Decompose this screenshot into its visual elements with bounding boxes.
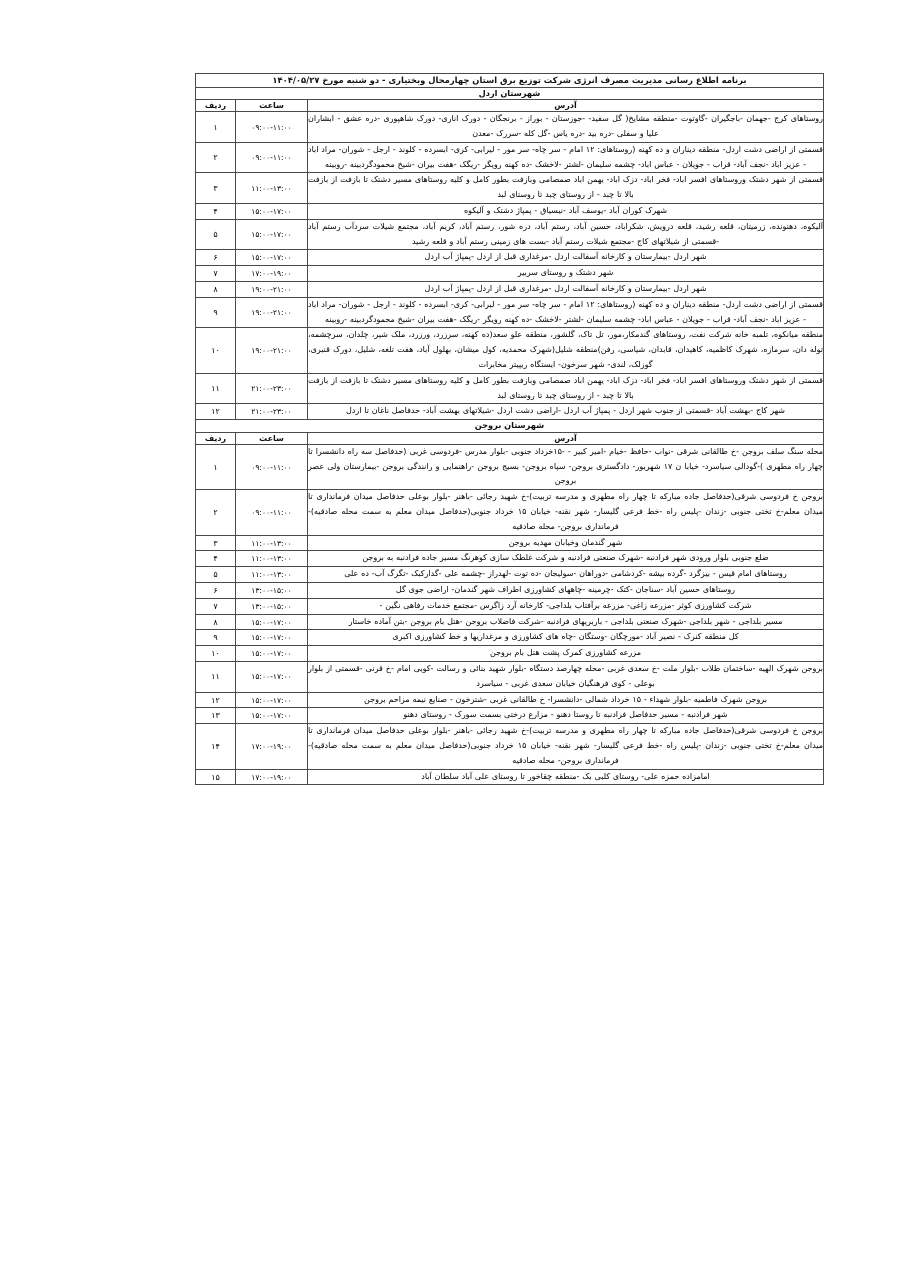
- cell-time: ۲۱:۰۰-۲۳:۰۰: [236, 373, 308, 404]
- cell-time: ۱۹:۰۰-۲۱:۰۰: [236, 282, 308, 298]
- cell-address: مزرعه کشاورزی کمرک پشت هتل بام بروجن: [308, 646, 824, 662]
- cell-address: بروجن خ فردوسی شرقی(حدفاصل جاده مبارکه تا چهار راه مطهری و مدرسه تربیت)-خ شهید رجائی -باهنر -بلوار بوعلی حدفاصل میدان فرمانداری تا میدان معلم-خ تختی جنوبی -زندان -پلیس راه -خط فرعی گلیسار- شهر نقنه- خیابان ۱۵ خرداد جنوبی(حدفاصل میدان معلم به سمت محله صادقیه)- فرمانداری بروجن- محله صادقیه: [308, 490, 824, 535]
- cell-time: ۰۹:۰۰-۱۱:۰۰: [236, 490, 308, 535]
- column-header-index: ردیف: [195, 100, 235, 112]
- cell-address: شرکت کشاورزی کوثر -مزرعه زاغی- مزرعه برآفتاب بلداجی- کارخانه آرد زاگرس -مجتمع خدمات رفاهی نگین -: [308, 598, 824, 614]
- cell-index: ۷: [195, 598, 235, 614]
- cell-index: ۱۲: [195, 692, 235, 708]
- cell-address: قسمتی از اراضی دشت اردل- منطقه دیناران و ده کهنه (روستاهای: ۱۲ امام - سر چاه- سر مور - لیرابی- کری- ابسرده - کلوند - ارجل - شوران- مراد اباد - عزیز اباد -نجف آباد- قراب - جویلان - عباس اباد- چشمه سلیمان -لشتر -لاخشک -ده کهنه رویگر -ریگک -هفت بیران -شیخ محمودگردبینه -روبینه: [308, 142, 824, 173]
- cell-time: ۱۱:۰۰-۱۳:۰۰: [236, 551, 308, 567]
- section-header-row-boroujen: [195, 420, 823, 432]
- column-header-time: ساعت: [236, 100, 308, 112]
- cell-index: ۳: [195, 535, 235, 551]
- cell-address: قسمتی از اراضی دشت اردل- منطقه دیناران و ده کهنه (روستاهای: ۱۲ امام - سر چاه- سر مور - لیرابی- کری- ابسرده - کلوند - ارجل - شوران- مراد اباد - عزیز اباد -نجف آباد- قراب - جویلان - عباس اباد- چشمه سلیمان -لشتر -لاخشک -ده کهنه رویگر -ریگک -هفت بیران -شیخ محمودگردبینه -روبینه: [308, 297, 824, 328]
- cell-time: ۱۵:۰۰-۱۷:۰۰: [236, 708, 308, 724]
- cell-time: ۱۳:۰۰-۱۵:۰۰: [236, 598, 308, 614]
- cell-index: ۱۴: [195, 724, 235, 769]
- cell-time: ۱۱:۰۰-۱۳:۰۰: [236, 173, 308, 204]
- cell-time: ۰۹:۰۰-۱۱:۰۰: [236, 142, 308, 173]
- table-row: [195, 219, 823, 250]
- document-title-row: [195, 74, 823, 88]
- table-row: [195, 646, 823, 662]
- cell-time: ۱۹:۰۰-۲۱:۰۰: [236, 297, 308, 328]
- cell-address: شهر اردل -بیمارستان و کارخانه آسفالت اردل -مرغداری قبل از اردل -پمپاژ آب اردل: [308, 250, 824, 266]
- table-row: [195, 142, 823, 173]
- cell-time: ۱۹:۰۰-۲۱:۰۰: [236, 328, 308, 373]
- section-header-row-ardal: [195, 87, 823, 99]
- section-title-boroujen: شهرستان بروجن: [195, 420, 823, 432]
- outage-schedule-table: [195, 73, 824, 785]
- cell-index: ۱: [195, 112, 235, 143]
- table-row: [195, 708, 823, 724]
- cell-time: ۱۵:۰۰-۱۷:۰۰: [236, 204, 308, 220]
- cell-index: ۱۱: [195, 662, 235, 693]
- cell-time: ۱۵:۰۰-۱۷:۰۰: [236, 250, 308, 266]
- cell-address: آلیکوه، دهنونده، زرمیتان، قلعه رشید، قلعه درویش، شکراباد، حسین آباد، رستم آباد، دره شور، رستم آباد، کریم آباد، مجتمع شیلات سردآب رستم آباد -قسمتی از شیلاتهای کاج -مجتمع شیلات رستم آباد -بست های زمینی رستم آباد و قلعه رشید: [308, 219, 824, 250]
- cell-index: ۴: [195, 551, 235, 567]
- table-row: [195, 490, 823, 535]
- cell-address: قسمتی از شهر دشتک وروستاهای افسر اباد- فخر اباد- دزک اباد- یهمن اباد صمصامی وبازفت بطور کامل و کلیه روستاهای مسیر دشتک تا بازفت از بازفت بالا تا چبد - از روستای چبد تا روستای لبد: [308, 173, 824, 204]
- cell-index: ۱۳: [195, 708, 235, 724]
- cell-address: روستاهای امام قیس - بیزگرد -گرده بیشه -کردشامی -دوراهان -سولیجان -ده توت -لهدراز -چشمه علی -گدارکبک -تگرگ آب- ده علی: [308, 567, 824, 583]
- cell-address: شهر دشتک و روستای سربیر: [308, 266, 824, 282]
- table-row: [195, 173, 823, 204]
- cell-address: محله سنگ سلف بروجن -خ طالقانی شرقی -نواب -حافظ -خیام -امیر کبیر - -۱۵خرداد جنوبی -بلوار مدرس -فردوسی غربی (حدفاصل سه راه دانشسرا تا چهار راه مطهری )-گودالی سیاسرد- خیابا ن ۱۷ شهریور- دادگستری بروجن- سپاه بروجن- بسیج بروجن -راهنمایی و رانندگی بروجن -بیمارستان ولی عصر بروجن: [308, 444, 824, 489]
- cell-time: ۱۵:۰۰-۱۷:۰۰: [236, 219, 308, 250]
- cell-address: منطقه میانکوه، تلمبه خانه شرکت نفت، روستاهای گندمکار،مور، تل تاک، گلشور، منطقه علو سعد(ده کهنه، سرزرد، ورزرد، ملک شیر، چلدان، سرچشمه، توله دان، سرمازه، شهرک کاظمیه، کاهیدان، قابدان، شیاسی، رفن)منطقه شلیل(شهرک محمدیه، کول میشان، بهلول آباد، هفت تلغه، شلیل، دورک قنبری، گوزلک، لندی- شهر سرخون- ایستگاه ریپیتر مخابرات: [308, 328, 824, 373]
- cell-time: ۱۳:۰۰-۱۵:۰۰: [236, 583, 308, 599]
- cell-address: شهر فرادنبه - مسیر حدفاصل فرادنبه تا روستا دهنو - مزارع درختی بسمت سورک - روستای دهنو: [308, 708, 824, 724]
- section-title-ardal: شهرستان اردل: [195, 87, 823, 99]
- cell-index: ۶: [195, 250, 235, 266]
- table-row: [195, 567, 823, 583]
- cell-address: روستاهای کرج -جهمان -باجگیران -گاوتوت -منطقه مشایخ( گل سفید- -جوزستان - بوراز - برنجگان - دورک اناری- دورک شاهپوری -دره عشق - ابشاران علیا و سفلی -دره بید -دره یاس -گل کله -سررک -معدن: [308, 112, 824, 143]
- outage-schedule-sheet: [196, 73, 824, 785]
- table-row: [195, 373, 823, 404]
- table-row: [195, 328, 823, 373]
- cell-index: ۱۱: [195, 373, 235, 404]
- cell-index: ۸: [195, 282, 235, 298]
- cell-address: ضلع جنوبی بلوار ورودی شهر فرادنبه -شهرک صنعتی فرادنبه و شرکت غلطک سازی کوهرنگ مسیر جاده فرادنبه به بروجن: [308, 551, 824, 567]
- table-row: [195, 297, 823, 328]
- column-header-time: ساعت: [236, 432, 308, 444]
- cell-address: شهر گندمان وخیابان مهدیه بروجن: [308, 535, 824, 551]
- cell-index: ۱۵: [195, 769, 235, 785]
- column-header-row-boroujen: [195, 432, 823, 444]
- table-row: [195, 630, 823, 646]
- cell-time: ۱۷:۰۰-۱۹:۰۰: [236, 266, 308, 282]
- cell-index: ۳: [195, 173, 235, 204]
- cell-index: ۴: [195, 204, 235, 220]
- table-row: [195, 662, 823, 693]
- cell-time: ۱۵:۰۰-۱۷:۰۰: [236, 614, 308, 630]
- table-row: [195, 112, 823, 143]
- cell-address: کل منطقه کنرک - نصیر آباد -مورچگان -وستگان -چاه های کشاورزی و مرغداریها و خط کشاورزی اکبری: [308, 630, 824, 646]
- cell-time: ۱۷:۰۰-۱۹:۰۰: [236, 769, 308, 785]
- table-row: [195, 266, 823, 282]
- cell-address: روستاهای حسین آباد -سناجان -کتک -چرمینه -چاههای کشاورزی اطراف شهر گندمان- اراضی جوی گل: [308, 583, 824, 599]
- table-row: [195, 614, 823, 630]
- cell-index: ۶: [195, 583, 235, 599]
- page-title: برنامه اطلاع رسانی مدیریت مصرف انرژی شرکت توزیع برق استان چهارمحال وبختیاری - دو شنبه مورخ ۱۴۰۴/۰۵/۲۷: [195, 74, 823, 88]
- cell-index: ۹: [195, 630, 235, 646]
- cell-index: ۷: [195, 266, 235, 282]
- cell-index: ۱: [195, 444, 235, 489]
- cell-time: ۱۱:۰۰-۱۳:۰۰: [236, 535, 308, 551]
- cell-address: شهر اردل -بیمارستان و کارخانه آسفالت اردل -مرغداری قبل از اردل -پمپاژ آب اردل: [308, 282, 824, 298]
- cell-index: ۸: [195, 614, 235, 630]
- column-header-row-ardal: [195, 100, 823, 112]
- cell-address: شهرک کوران آباد -یوسف آباد -نیسیاق - پمپاژ دشتک و آلیکوه: [308, 204, 824, 220]
- cell-index: ۵: [195, 567, 235, 583]
- table-row: [195, 250, 823, 266]
- cell-time: ۱۵:۰۰-۱۷:۰۰: [236, 662, 308, 693]
- cell-address: مسیر بلداجی - شهر بلداجی -شهرک صنعتی بلداجی - باربریهای فرادنبه -شرکت فاضلاب بروجن -هتل بام بروجن -بتن آماده خاستار: [308, 614, 824, 630]
- cell-index: ۱۰: [195, 646, 235, 662]
- cell-index: ۹: [195, 297, 235, 328]
- table-row: [195, 535, 823, 551]
- table-row: [195, 282, 823, 298]
- cell-time: ۰۹:۰۰-۱۱:۰۰: [236, 444, 308, 489]
- table-row: [195, 204, 823, 220]
- cell-index: ۲: [195, 142, 235, 173]
- cell-address: بروجن شهرک فاطمیه -بلوار شهداء - ۱۵ خرداد شمالی -دانشسرا- خ طالقانی غربی -شترخون - صنایع نیمه مزاحم بروجن: [308, 692, 824, 708]
- table-row: [195, 598, 823, 614]
- cell-index: ۱۲: [195, 404, 235, 420]
- cell-address: بروجن خ فردوسی شرقی(حدفاصل جاده مبارکه تا چهار راه مطهری و مدرسه تربیت)-خ شهید رجائی -باهنر -بلوار بوعلی حدفاصل میدان فرمانداری تا میدان معلم-خ تختی جنوبی -زندان -پلیس راه -خط فرعی گلیسار- شهر نقنه- خیابان ۱۵ خرداد جنوبی(حدفاصل میدان معلم به سمت محله صادقیه)- فرمانداری بروجن- محله صادقیه: [308, 724, 824, 769]
- column-header-address: آدرس: [308, 432, 824, 444]
- table-row: [195, 551, 823, 567]
- table-row: [195, 724, 823, 769]
- cell-address: قسمتی از شهر دشتک وروستاهای افسر اباد- فخر اباد- دزک اباد- یهمن اباد صمصامی وبازفت بطور کامل و کلیه روستاهای مسیر دشتک تا بازفت از بازفت بالا تا چبد - از روستای چبد تا روستای لبد: [308, 373, 824, 404]
- cell-address: بروجن شهرک الهیه -ساختمان طلاب -بلوار ملت -خ سعدی غربی -محله چهارصد دستگاه -بلوار شهید بنائی و رسالت -کویی امام -خ قرنی -قسمتی از بلوار بوعلی - کوی فرهنگیان خیابان سعدی غربی - سیاسرد: [308, 662, 824, 693]
- table-row: [195, 583, 823, 599]
- table-body: [195, 74, 823, 785]
- cell-time: ۱۱:۰۰-۱۳:۰۰: [236, 567, 308, 583]
- cell-address: شهر کاج -بهشت آباد -قسمتی از جنوب شهر اردل - پمپاژ آب اردل -اراضی دشت اردل -شیلاتهای بهشت آباد- حدفاصل ناغان تا اردل: [308, 404, 824, 420]
- table-row: [195, 692, 823, 708]
- cell-time: ۰۹:۰۰-۱۱:۰۰: [236, 112, 308, 143]
- table-row: [195, 404, 823, 420]
- column-header-index: ردیف: [195, 432, 235, 444]
- cell-index: ۱۰: [195, 328, 235, 373]
- cell-time: ۱۷:۰۰-۱۹:۰۰: [236, 724, 308, 769]
- cell-time: ۲۱:۰۰-۲۳:۰۰: [236, 404, 308, 420]
- cell-address: امامزاده حمزه علی- روستای کلبی بک -منطقه چقاخور تا روستای علی آباد سلطان آباد: [308, 769, 824, 785]
- table-row: [195, 769, 823, 785]
- table-row: [195, 444, 823, 489]
- cell-time: ۱۵:۰۰-۱۷:۰۰: [236, 646, 308, 662]
- cell-index: ۲: [195, 490, 235, 535]
- column-header-address: آدرس: [308, 100, 824, 112]
- cell-index: ۵: [195, 219, 235, 250]
- cell-time: ۱۵:۰۰-۱۷:۰۰: [236, 692, 308, 708]
- cell-time: ۱۵:۰۰-۱۷:۰۰: [236, 630, 308, 646]
